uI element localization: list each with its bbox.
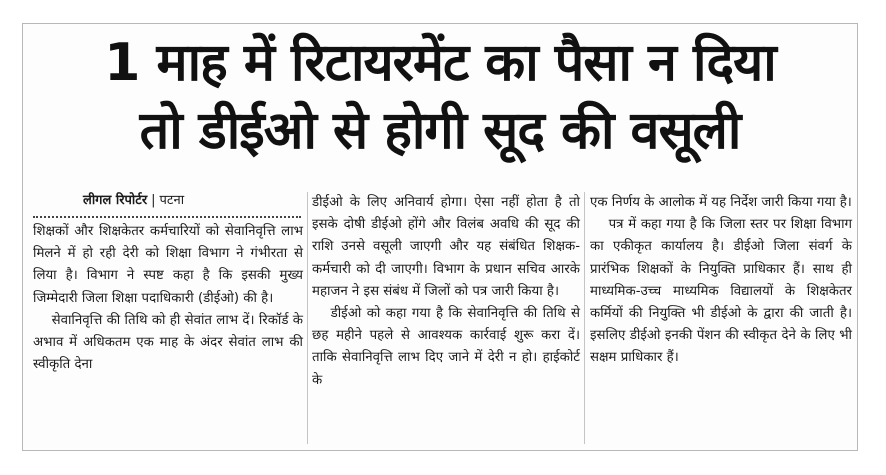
article-column-2 [312, 192, 580, 392]
column-1-paragraph-1: शिक्षकों और शिक्षकेतर कर्मचारियों को सेवानिवृत्ति लाभ मिलने में हो रही देरी को शिक्षा विभाग ने गंभीरता से लिया है। विभाग ने स्पष्ट कहा है कि इसकी मुख्य जिम्मेदारी जिला शिक्षा पदाधिकारी (डीईओ) की है। [33, 224, 303, 306]
column-2-paragraph-2: डीईओ को कहा गया है कि सेवानिवृत्ति की तिथि से छह महीने पहले से आवश्यक कार्रवाई शुरू करा दें। ताकि सेवानिवृत्ति लाभ दिए जाने में देरी न हो। हाईकोर्ट के [312, 306, 580, 388]
byline-separator: | [151, 193, 156, 208]
byline-divider [33, 216, 301, 218]
column-rule-2 [584, 192, 585, 444]
headline-line-1: 1 माह में रिटायरमेंट का पैसा न दिया [104, 33, 776, 93]
byline [83, 192, 184, 210]
newspaper-clipping [22, 23, 858, 451]
column-1-paragraph-2: सेवानिवृत्ति की तिथि को ही सेवांत लाभ दें। रिकॉर्ड के अभाव में अधिकतम एक माह के अंदर सेवांत लाभ की स्वीकृति देना [33, 312, 303, 373]
column-rule-1 [307, 192, 308, 444]
article-column-1 [33, 221, 303, 376]
column-3-paragraph-1: एक निर्णय के आलोक में यह निर्देश जारी किया गया है। [590, 195, 852, 210]
byline-reporter: लीगल रिपोर्टर [83, 193, 148, 208]
byline-place: पटना [159, 193, 185, 208]
headline-line-2: तो डीईओ से होगी सूद की वसूली [139, 101, 741, 161]
column-3-paragraph-2: पत्र में कहा गया है कि जिला स्तर पर शिक्षा विभाग का एकीकृत कार्यालय है। डीईओ जिला संवर्ग के प्रारंभिक शिक्षकों के नियुक्ति प्राधिकार हैं। साथ ही माध्यमिक-उच्च माध्यमिक विद्यालयों के शिक्षकेतर कर्मियों की नियुक्ति भी डीईओ के द्वारा की जाती है। इसलिए डीईओ इनकी पेंशन की स्वीकृत देने के लिए भी सक्षम प्राधिकार हैं। [590, 217, 852, 366]
column-2-paragraph-1: डीईओ के लिए अनिवार्य होगा। ऐसा नहीं होता है तो इसके दोषी डीईओ होंगे और विलंब अवधि की सूद की राशि उनसे वसूली जाएगी और यह संबंधित शिक्षक-कर्मचारी को दी जाएगी। विभाग के प्रधान सचिव आरके महाजन ने इस संबंध में जिलों को पत्र जारी किया है। [312, 195, 580, 299]
article-column-3 [590, 192, 852, 370]
